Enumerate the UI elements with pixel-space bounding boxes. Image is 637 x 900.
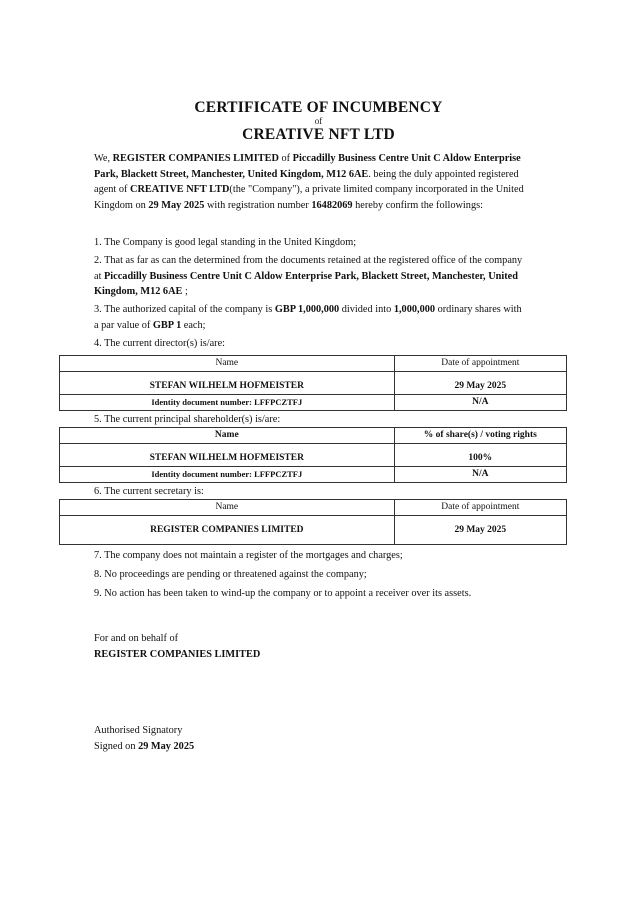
behalf-block — [94, 631, 524, 662]
item-3-text: divided into — [339, 304, 394, 315]
table-row — [60, 500, 567, 516]
share-count: 1,000,000 — [393, 304, 436, 315]
intro-text: (the "Company"), a private limited company incorporated in the United Kingdom on — [94, 184, 524, 211]
item-3-text: each; — [181, 319, 206, 331]
item-6: 6. The current secretary is: — [94, 486, 204, 497]
intro-company-name: CREATIVE NFT LTD — [130, 184, 230, 195]
col-header-name: Name — [60, 500, 395, 516]
intro-text: hereby confirm the followings: — [352, 199, 483, 211]
par-value: GBP 1 — [152, 319, 182, 331]
intro-paragraph — [94, 151, 524, 213]
table-row — [60, 444, 567, 467]
shareholders-table — [59, 427, 567, 483]
shareholder-share: 100% — [394, 444, 566, 467]
table-row — [60, 516, 567, 545]
item-7: 7. The company does not maintain a register of the mortgages and charges; — [94, 550, 403, 561]
shareholder-name: STEFAN WILHELM HOFMEISTER — [60, 444, 395, 467]
shareholder-id-document: Identity document number: LFFPCZTFJ — [60, 467, 395, 483]
table-row — [60, 467, 567, 483]
registration-number: 16482069 — [311, 199, 353, 211]
item-2 — [94, 253, 524, 300]
intro-text: of — [278, 153, 293, 164]
shareholder-id-value: N/A — [394, 467, 566, 483]
item-3 — [94, 302, 524, 333]
agent-address: Piccadilly Business Centre Unit C Aldow Enterprise Park, Blackett Street, Manchester, United Kingdom, M12 6AE — [94, 153, 521, 180]
behalf-agent: REGISTER COMPANIES LIMITED — [94, 648, 261, 660]
table-row — [60, 428, 567, 444]
item-8: 8. No proceedings are pending or threatened against the company; — [94, 569, 367, 580]
col-header-name: Name — [60, 356, 395, 372]
item-2-text: 2. That as far as can the determined from the documents retained at the registered office of the company at — [94, 255, 523, 282]
certificate-of: of — [314, 116, 323, 126]
col-header-name: Name — [60, 428, 395, 444]
item-4: 4. The current director(s) is/are: — [94, 338, 226, 349]
item-5: 5. The current principal shareholder(s) is/are: — [94, 414, 281, 425]
table-row — [60, 356, 567, 372]
secretary-table — [59, 499, 567, 545]
table-row — [60, 372, 567, 395]
behalf-label: For and on behalf of — [94, 633, 179, 644]
director-appointment-date: 29 May 2025 — [394, 372, 566, 395]
authorized-capital: GBP 1,000,000 — [274, 304, 340, 315]
directors-table — [59, 355, 567, 411]
signed-on-label: Signed on — [94, 740, 139, 752]
intro-text: We, — [94, 153, 113, 164]
signatory-label: Authorised Signatory — [94, 725, 183, 736]
intro-text: . being the duly appointed registered agent of — [94, 168, 519, 195]
signature-block — [94, 723, 524, 754]
intro-text: with registration number — [204, 199, 312, 211]
col-header-date: Date of appointment — [394, 500, 566, 516]
item-1: 1. The Company is good legal standing in the United Kingdom; — [94, 237, 357, 248]
incorporation-date: 29 May 2025 — [148, 199, 205, 211]
certificate-title: CERTIFICATE OF INCUMBENCY — [194, 99, 443, 116]
agent-name: REGISTER COMPANIES LIMITED — [112, 153, 279, 164]
signed-date: 29 May 2025 — [138, 740, 195, 752]
director-id-document: Identity document number: LFFPCZTFJ — [60, 395, 395, 411]
item-9: 9. No action has been taken to wind-up the company or to appoint a receiver over its assets. — [94, 588, 472, 599]
secretary-appointment-date: 29 May 2025 — [394, 516, 566, 545]
item-2-address: Piccadilly Business Centre Unit C Aldow Enterprise Park, Blackett Street, Manchester, United Kingdom, M12 6AE — [94, 270, 518, 297]
item-2-text: ; — [182, 286, 188, 297]
item-3-text: 3. The authorized capital of the company is — [94, 304, 275, 315]
secretary-name: REGISTER COMPANIES LIMITED — [60, 516, 395, 545]
director-name: STEFAN WILHELM HOFMEISTER — [60, 372, 395, 395]
item-3-text: ordinary shares with a par value of — [94, 304, 522, 331]
table-row — [60, 395, 567, 411]
signed-on-line — [94, 739, 524, 755]
col-header-share: % of share(s) / voting rights — [394, 428, 566, 444]
col-header-date: Date of appointment — [394, 356, 566, 372]
company-name-heading: CREATIVE NFT LTD — [242, 126, 395, 143]
director-id-value: N/A — [394, 395, 566, 411]
